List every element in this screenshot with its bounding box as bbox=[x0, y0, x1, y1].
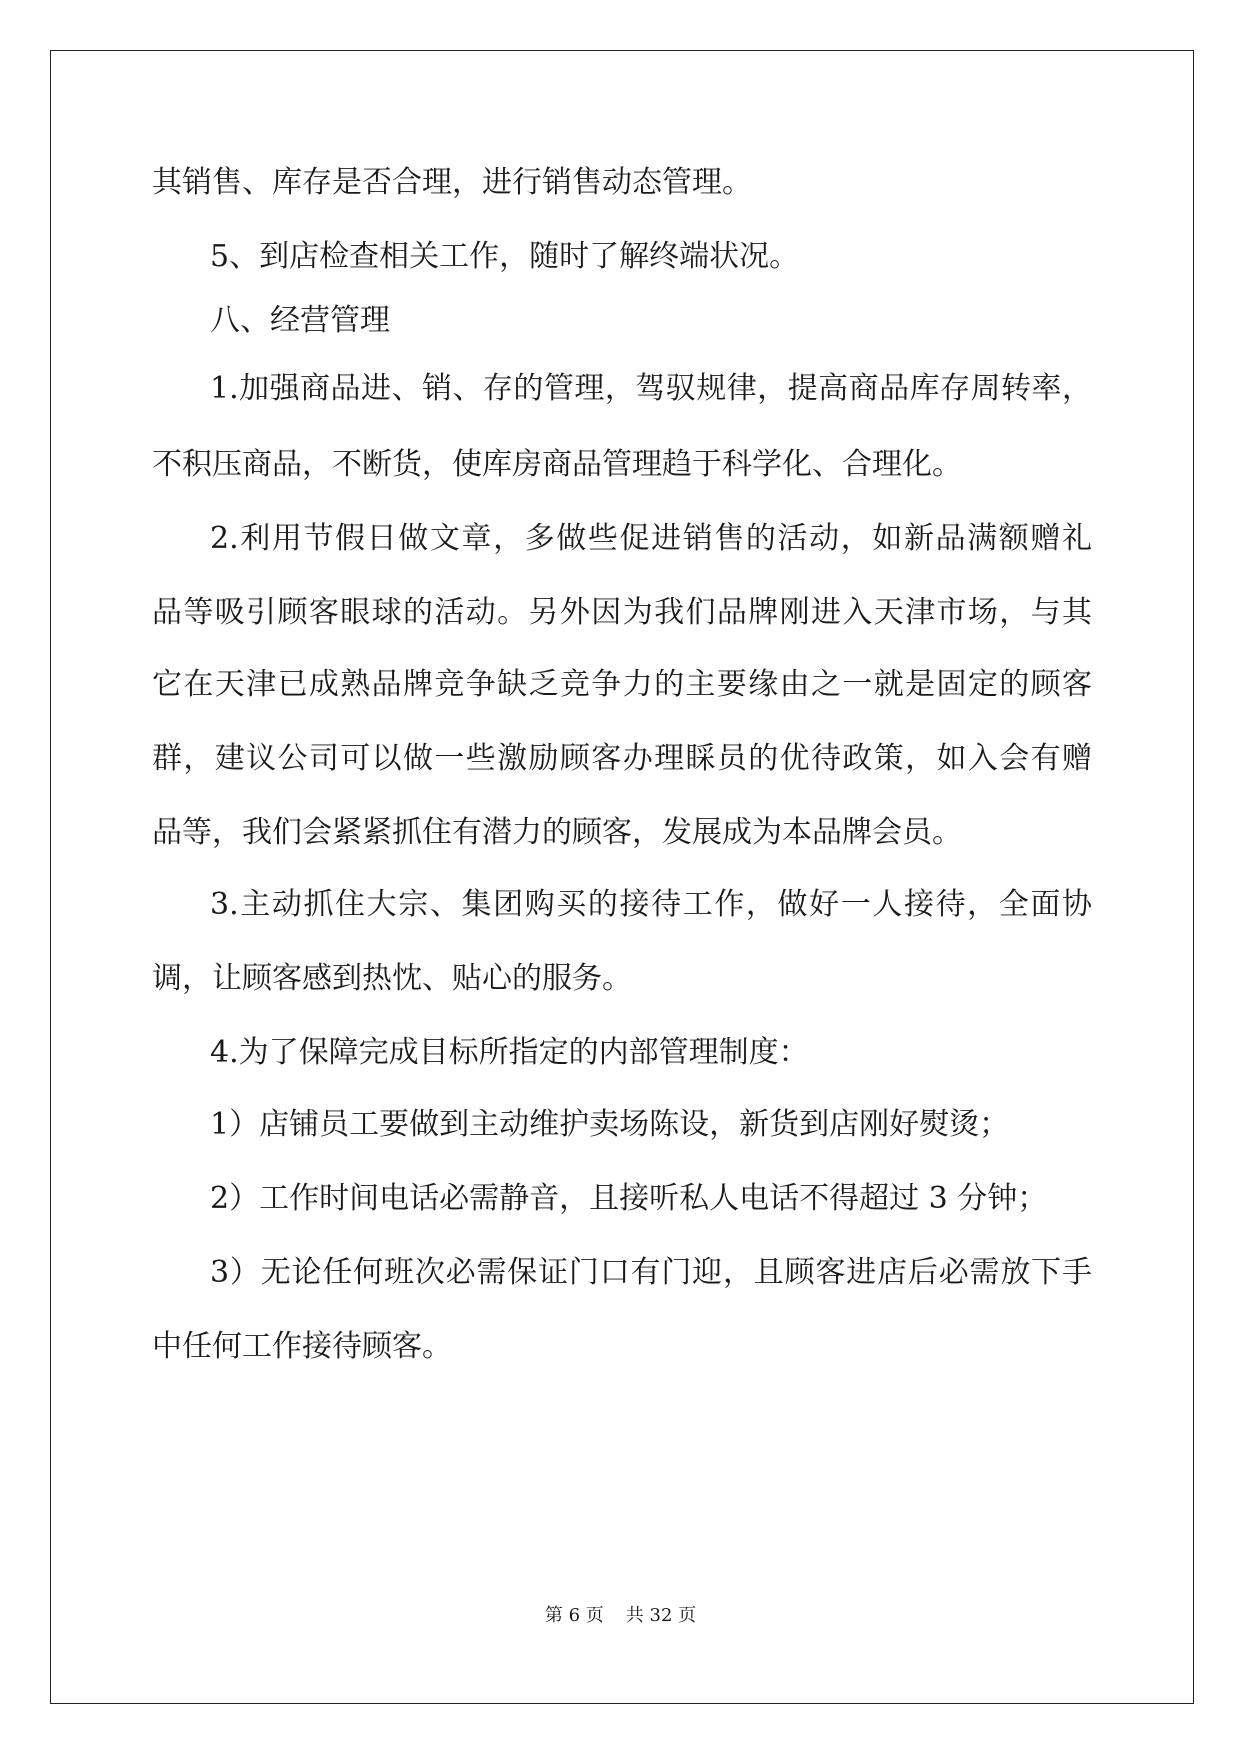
list-item: 2）工作时间电话必需静音，且接听私人电话不得超过 3 分钟； bbox=[210, 1181, 1048, 1216]
page-number: 第 6 页 bbox=[544, 1605, 604, 1626]
paragraph-line: 2.利用节假日做文章，多做些促进销售的活动，如新品满额赠礼 bbox=[210, 521, 1092, 556]
page-footer bbox=[0, 1604, 1241, 1628]
paragraph-line: 中任何工作接待顾客。 bbox=[152, 1329, 452, 1364]
section-heading: 八、经营管理 bbox=[210, 303, 390, 338]
paragraph-line: 不积压商品，不断货，使库房商品管理趋于科学化、合理化。 bbox=[152, 447, 962, 482]
paragraph-line: 品等吸引顾客眼球的活动。另外因为我们品牌刚进入天津市场，与其 bbox=[152, 595, 1092, 630]
paragraph-line: 1.加强商品进、销、存的管理，驾驭规律，提高商品库存周转率， bbox=[210, 371, 1092, 406]
page-border bbox=[50, 50, 1194, 1704]
paragraph-line: 5、到店检查相关工作，随时了解终端状况。 bbox=[210, 239, 800, 274]
paragraph-line: 群，建议公司可以做一些激励顾客办理睬员的优待政策，如入会有赠 bbox=[152, 741, 1092, 776]
paragraph-line: 它在天津已成熟品牌竞争缺乏竞争力的主要缘由之一就是固定的顾客 bbox=[152, 667, 1092, 702]
paragraph-line: 调，让顾客感到热忱、贴心的服务。 bbox=[152, 961, 632, 996]
total-pages: 共 32 页 bbox=[625, 1605, 697, 1626]
paragraph-line: 其销售、库存是否合理，进行销售动态管理。 bbox=[152, 165, 752, 200]
list-item: 1）店铺员工要做到主动维护卖场陈设，新货到店刚好熨烫； bbox=[210, 1107, 1010, 1142]
paragraph-line: 品等，我们会紧紧抓住有潜力的顾客，发展成为本品牌会员。 bbox=[152, 815, 962, 850]
paragraph-line: 3.主动抓住大宗、集团购买的接待工作，做好一人接待，全面协 bbox=[210, 887, 1092, 922]
paragraph-line: 4.为了保障完成目标所指定的内部管理制度： bbox=[210, 1035, 809, 1070]
list-item: 3）无论任何班次必需保证门口有门迎，且顾客进店后必需放下手 bbox=[210, 1255, 1092, 1290]
